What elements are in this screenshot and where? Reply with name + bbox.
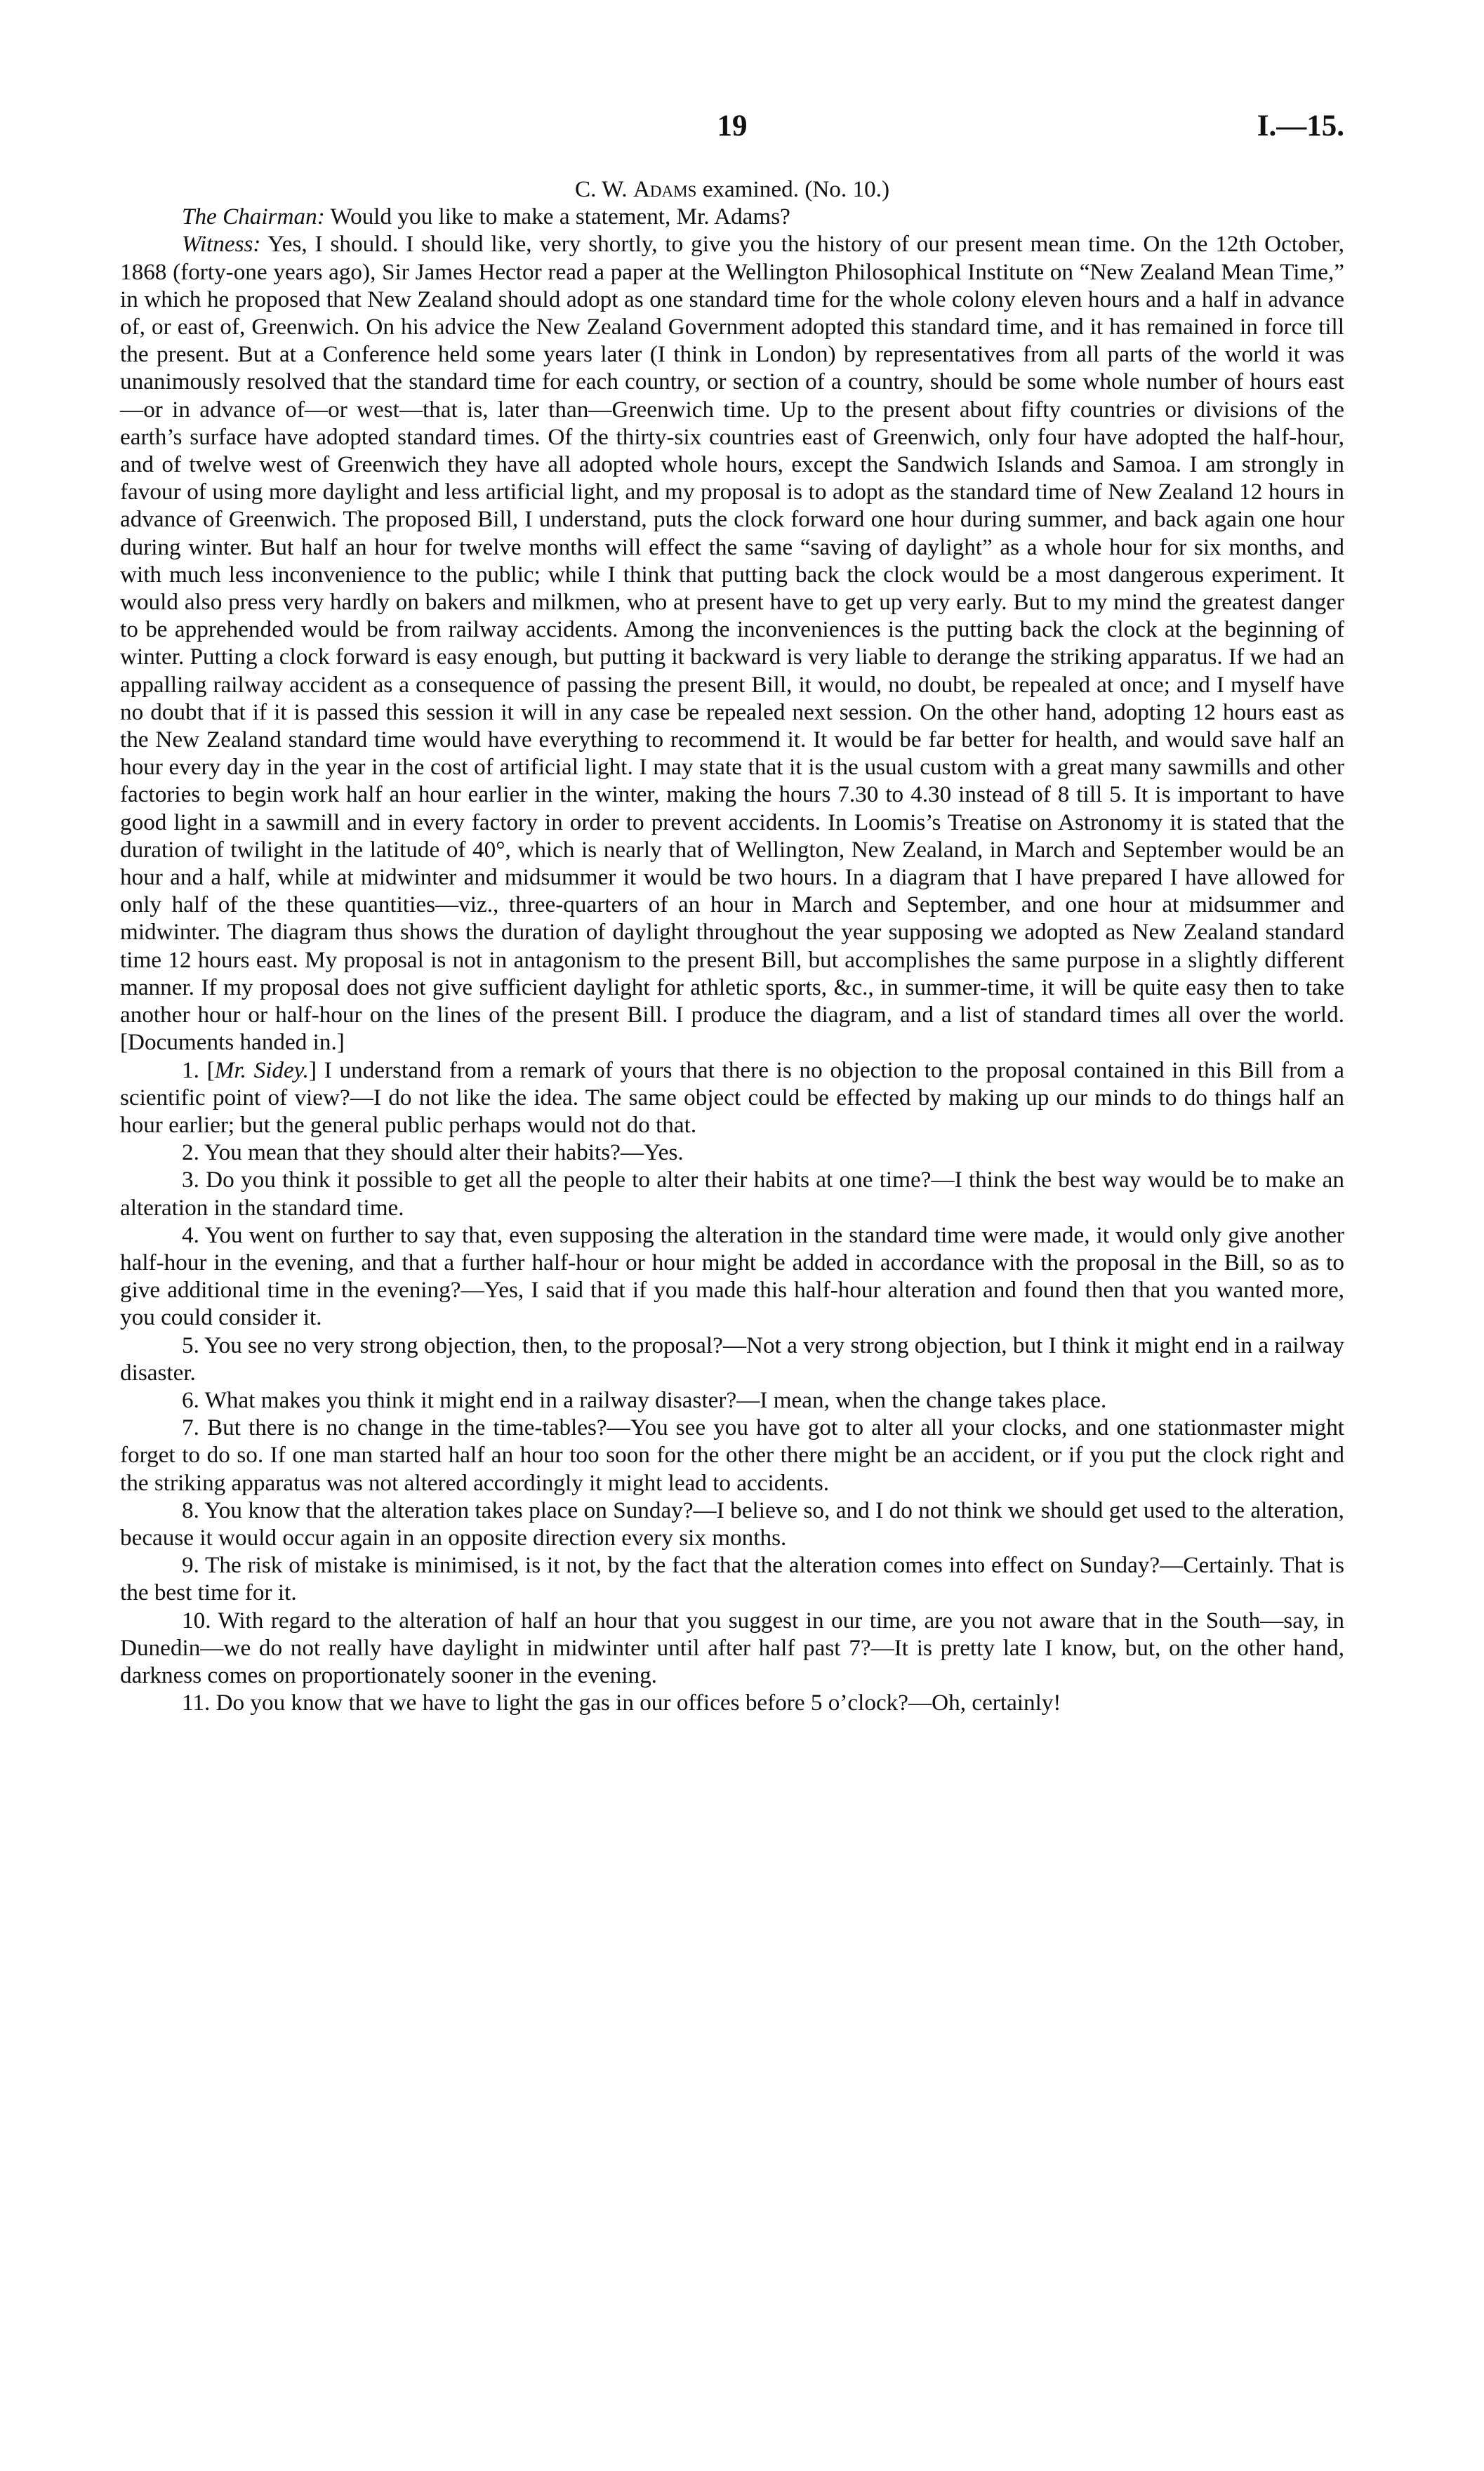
question-text: You know that the alteration takes place on Sunday?—I believe so, and I do not think we should get used to the alteration, because it would occur again in an opposite direction every six months.	[120, 1497, 1344, 1551]
document-page	[120, 105, 1344, 1716]
question-11	[120, 1689, 1344, 1716]
question-1: 1. [Mr. Sidey.] I understand from a remark of yours that there is no objection to the proposal contained in this Bill from a scientific point of view?—I do not like the idea. The same object could be effected by making up our minds to do things half an hour earlier; but the general public perhaps would not do that.	[120, 1056, 1345, 1138]
question-text: You see no very strong objection, then, to the proposal?—Not a very strong objection, but I think it might end in a railway disaster.	[120, 1332, 1344, 1386]
question-2	[120, 1139, 1344, 1166]
question-text: The risk of mistake is minimised, is it not, by the fact that the alteration comes into effect on Sunday?—Certainly. That is the best time for it.	[120, 1552, 1344, 1606]
witness-initials: C. W.	[574, 176, 628, 202]
witness-speaker: Witness:	[182, 231, 261, 258]
chairman-speaker: The Chairman:	[182, 204, 325, 230]
question-number: 4.	[182, 1221, 199, 1248]
question-text: You mean that they should alter their habits?—Yes.	[204, 1139, 684, 1166]
question-number: 9.	[182, 1552, 199, 1579]
page-header	[120, 105, 1344, 147]
witness-heading	[120, 175, 1344, 203]
question-7	[120, 1414, 1344, 1497]
question-number: 1.	[182, 1056, 199, 1083]
question-10	[120, 1607, 1344, 1690]
question-number: 11.	[182, 1690, 211, 1716]
question-6	[120, 1386, 1344, 1414]
question-number: 6.	[182, 1386, 199, 1413]
question-number: 3.	[182, 1167, 199, 1193]
witness-heading-rest: examined. (No. 10.)	[702, 176, 890, 202]
question-text: You went on further to say that, even supposing the alteration in the standard time were made, it would only give another half-hour in the evening, and that a further half-hour or hour might be added in accordance with the proposal in the Bill, so as to give additional time in the evening?—Yes, I said that if you made this half-hour alteration and found then that you wanted more, you could consider it.	[120, 1221, 1344, 1331]
question-text: With regard to the alteration of half an hour that you suggest in our time, are you not aware that in the South—say, in Dunedin—we do not really have daylight in midwinter until after half past 7?—It is pretty late I know, but, on the other hand, darkness comes on proportionately sooner in the evening.	[120, 1607, 1344, 1688]
question-number: 5.	[182, 1332, 199, 1358]
question-text: Do you think it possible to get all the people to alter their habits at one time?—I think the best way would be to make an alteration in the standard time.	[120, 1167, 1344, 1221]
question-9	[120, 1551, 1344, 1606]
chairman-question	[120, 203, 1344, 230]
witness-statement	[120, 230, 1344, 1056]
chairman-text: Would you like to make a statement, Mr. Adams?	[324, 204, 790, 230]
question-text: What makes you think it might end in a railway disaster?—I mean, when the change takes place.	[204, 1386, 1107, 1413]
question-number: 8.	[182, 1497, 199, 1523]
question-3	[120, 1166, 1344, 1221]
witness-statement-text: Yes, I should. I should like, very shortly, to give you the history of our present mean time. On the 12th October, 1868 (forty-one years ago), Sir James Hector read a paper at the Wellington Philosophical Institute on “New Zealand Mean Time,” in which he proposed that New Zealand should adopt as one standard time for the whole colony eleven hours and a half in advance of, or east of, Greenwich. On his advice the New Zealand Government adopted this standard time, and it has remained in force till the present. But at a Conference held some years later (I think in London) by representatives from all parts of the world it was unanimously resolved that the standard time for each country, or section of a country, should be some whole number of hours east—or in advance of—or west—that is, later than—Greenwich time. Up to the present about fifty countries or divisions of the earth’s surface have adopted standard times. Of the thirty-six countries east of Greenwich, only four have adopted the half-hour, and of twelve west of Greenwich they have all adopted whole hours, except the Sandwich Islands and Samoa. I am strongly in favour of using more daylight and less artificial light, and my proposal is to adopt as the standard time of New Zealand 12 hours in advance of Greenwich. The proposed Bill, I understand, puts the clock forward one hour during summer, and back again one hour during winter. But half an hour for twelve months will effect the same “saving of daylight” as a whole hour for six months, and with much less inconvenience to the public; while I think that putting back the clock would be a most dangerous experiment. It would also press very hardly on bakers and milkmen, who at present have to get up very early. But to my mind the greatest danger to be apprehended would be from railway accidents. Among the inconveniences is the putting back the clock at the beginning of winter. Putting a clock forward is easy enough, but putting it backward is very liable to derange the striking apparatus. If we had an appalling railway accident as a consequence of passing the present Bill, it would, no doubt, be repealed at once; and I myself have no doubt that if it is passed this session it will in any case be repealed next session. On the other hand, adopting 12 hours east as the New Zealand standard time would have everything to recommend it. It would be far better for health, and would save half an hour every day in the year in the cost of artificial light. I may state that it is the usual custom with a great many sawmills and other factories to begin work half an hour earlier in the winter, making the hours 7.30 to 4.30 instead of 8 till 5. It is important to have good light in a sawmill and in every factory in order to prevent accidents. In Loomis’s Treatise on Astronomy it is stated that the duration of twilight in the latitude of 40°, which is nearly that of Wellington, New Zealand, in March and September would be an hour and a half, while at midwinter and midsummer it would be two hours. In a diagram that I have prepared I have allowed for only half of the these quantities—viz., three-quarters of an hour in March and September, and one hour at midsummer and midwinter. The diagram thus shows the duration of daylight throughout the year supposing we adopted as New Zealand standard time 12 hours east. My proposal is not in antagonism to the present Bill, but accomplishes the same purpose in a slightly different manner. If my proposal does not give sufficient daylight for athletic sports, &c., in summer-time, it will be quite easy then to take another hour or half-hour on the lines of the present Bill. I produce the diagram, and a list of standard times all over the world. [Documents handed in.]	[120, 231, 1344, 1056]
question-number: 2.	[182, 1139, 199, 1166]
question-5	[120, 1332, 1344, 1386]
question-speaker: Mr. Sidey.	[214, 1056, 309, 1083]
question-text: But there is no change in the time-tables?—You see you have got to alter all your clocks, and one stationmaster might forget to do so. If one man started half an hour too soon for the other there might be an accident, or if you put the clock right and the striking apparatus was not altered accordingly it might lead to accidents.	[120, 1415, 1345, 1496]
question-text: Do you know that we have to light the gas in our offices before 5 o’clock?—Oh, certainly!	[216, 1690, 1061, 1716]
witness-surname: Adams	[632, 176, 697, 202]
page-number: 19	[717, 110, 748, 143]
question-number: 7.	[182, 1415, 199, 1441]
document-reference: I.—15.	[1257, 110, 1344, 143]
question-text: ] I understand from a remark of yours that there is no objection to the proposal contained in this Bill from a scientific point of view?—I do not like the idea. The same object could be effected by making up our minds to do things half an hour earlier; but the general public perhaps would not do that.	[120, 1056, 1345, 1138]
question-4	[120, 1221, 1344, 1332]
question-number: 10.	[182, 1607, 211, 1634]
question-8	[120, 1497, 1344, 1551]
